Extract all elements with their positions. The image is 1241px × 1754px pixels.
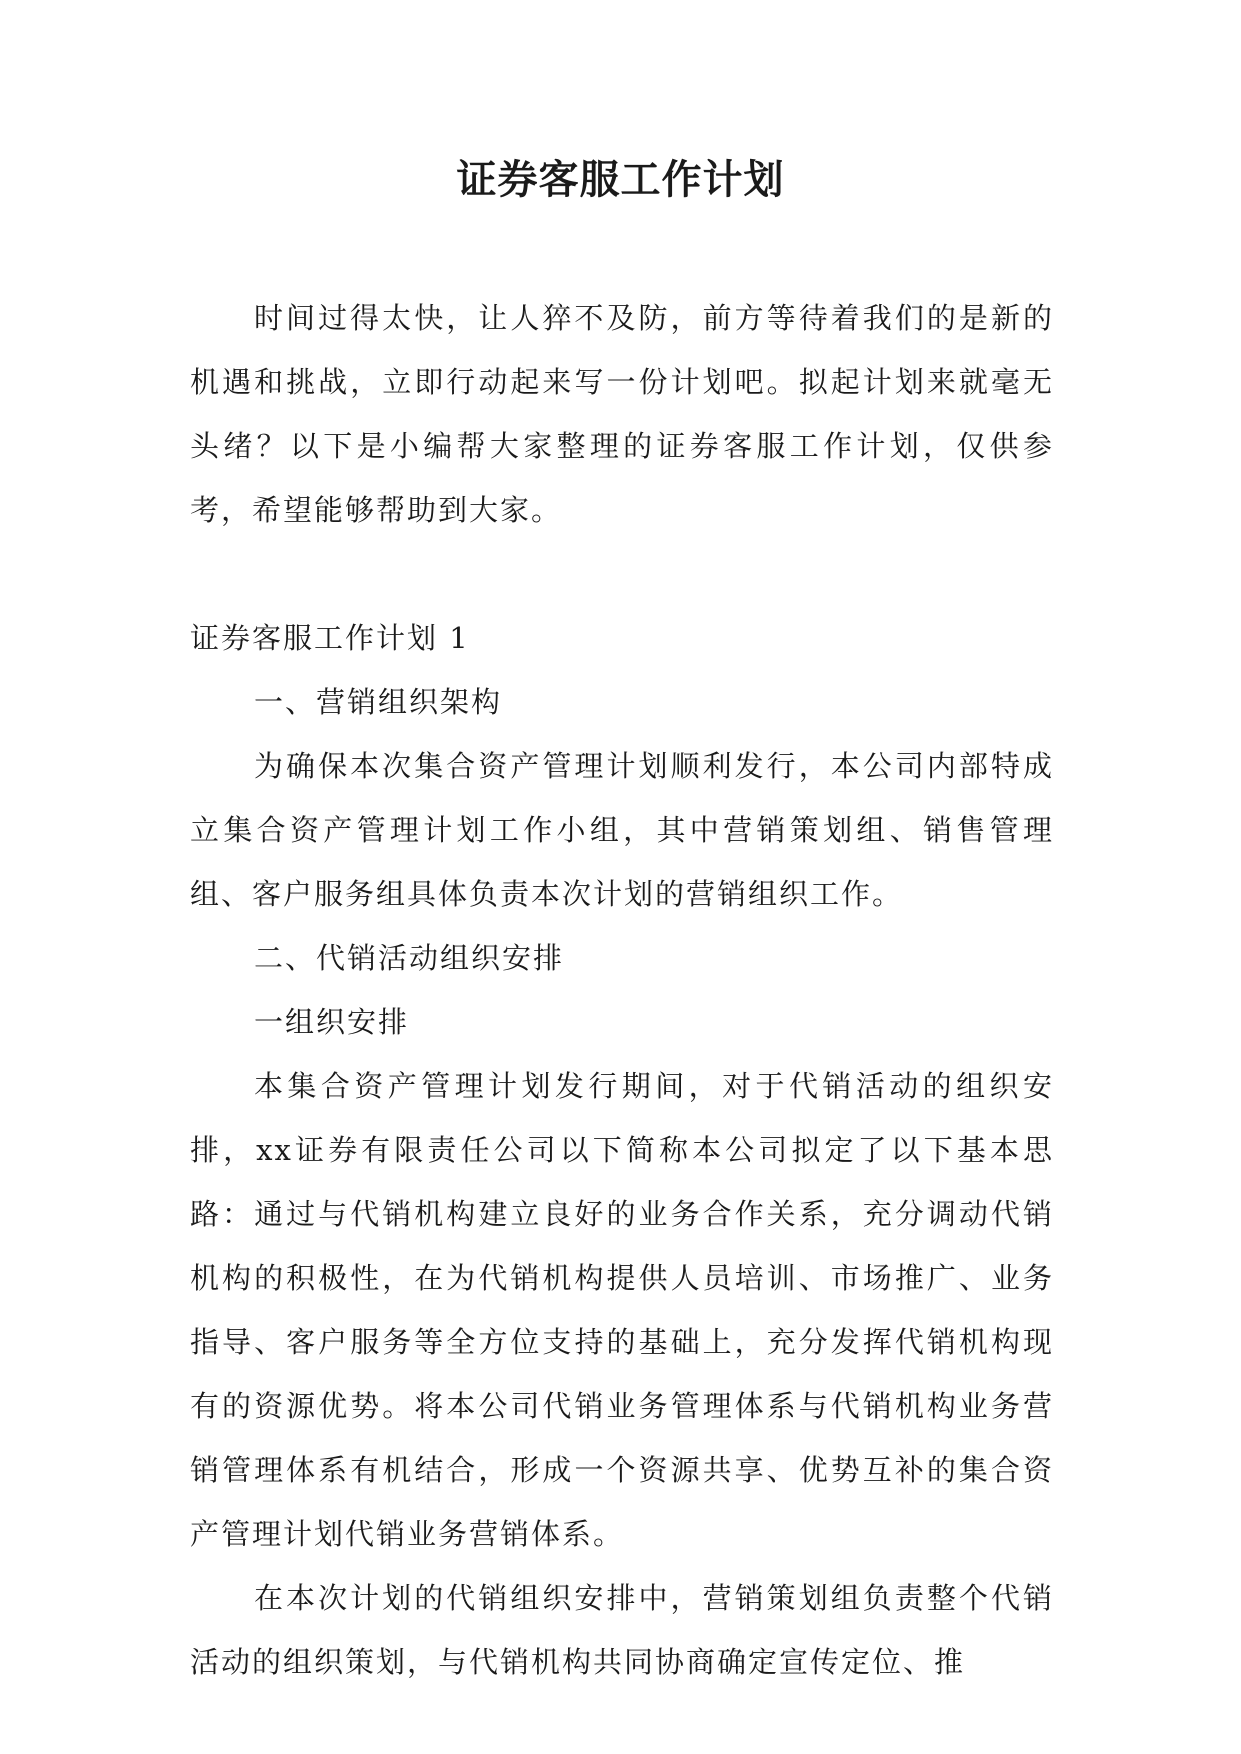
paragraph-marketing-structure: 为确保本次集合资产管理计划顺利发行，本公司内部特成立集合资产管理计划工作小组，其中营销策划组、销售管理组、客户服务组具体负责本次计划的营销组织工作。 — [190, 749, 1054, 911]
intro-paragraph: 时间过得太快，让人猝不及防，前方等待着我们的是新的机遇和挑战，立即行动起来写一份计划吧。拟起计划来就毫无头绪？以下是小编帮大家整理的证券客服工作计划，仅供参考，希望能够帮助到大家。 — [190, 301, 1054, 527]
paragraph-distribution-planning: 在本次计划的代销组织安排中，营销策划组负责整个代销活动的组织策划，与代销机构共同协商确定宣传定位、推 — [190, 1581, 1054, 1679]
heading-distribution-arrangement: 二、代销活动组织安排 — [254, 941, 565, 975]
paragraph-organization-arrangement: 本集合资产管理计划发行期间，对于代销活动的组织安排，xx证券有限责任公司以下简称本公司拟定了以下基本思路：通过与代销机构建立良好的业务合作关系，充分调动代销机构的积极性，在为代销机构提供人员培训、市场推广、业务指导、客户服务等全方位支持的基础上，充分发挥代销机构现有的资源优势。将本公司代销业务管理体系与代销机构业务营销管理体系有机结合，形成一个资源共享、优势互补的集合资产管理计划代销业务营销体系。 — [190, 1069, 1054, 1551]
document-body — [190, 286, 1054, 1694]
heading-organization-arrangement: 一组织安排 — [254, 1005, 410, 1039]
section-heading: 证券客服工作计划 1 — [190, 621, 470, 655]
heading-marketing-structure: 一、营销组织架构 — [254, 685, 503, 719]
document-title: 证券客服工作计划 — [456, 157, 785, 203]
